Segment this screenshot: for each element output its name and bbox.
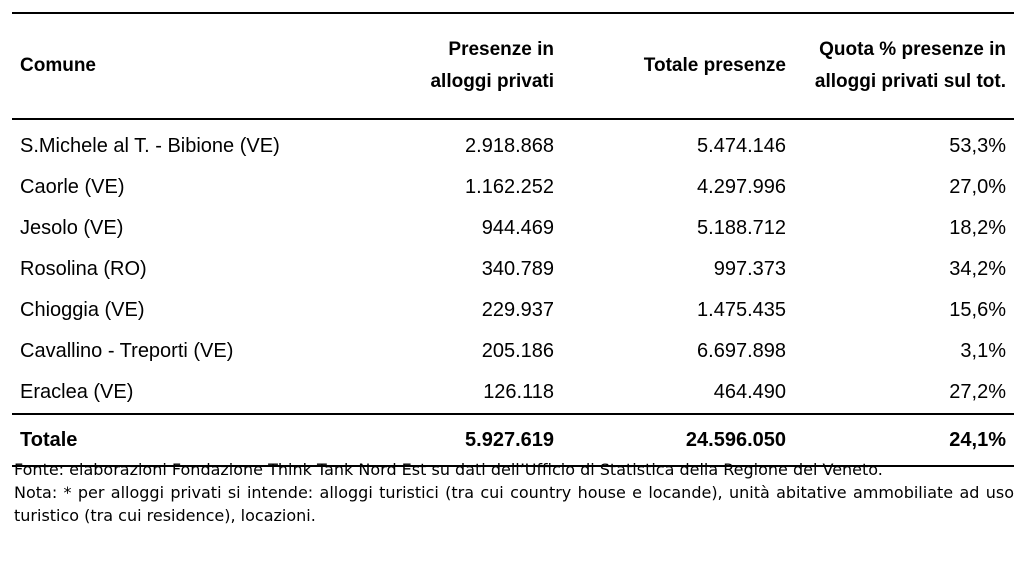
- definition-note: Nota: * per alloggi privati si intende: alloggi turistici (tra cui country house e locande), unità abitative ammobiliate ad uso turistico (tra cui residence), locazioni.: [14, 483, 1014, 525]
- cell-totale-presenze: 1.475.435: [697, 299, 786, 321]
- table-notes: [14, 458, 1014, 527]
- header-presenze-alloggi-privati-label: Presenze in alloggi privati: [430, 39, 554, 92]
- cell-presenze-alloggi-privati: 205.186: [481, 340, 554, 362]
- cell-comune: Chioggia (VE): [20, 299, 145, 321]
- total-totale-presenze: 24.596.050: [562, 414, 794, 466]
- cell-quota-percentuale: 27,2%: [949, 381, 1006, 403]
- total-presenze-alloggi-privati: 5.927.619: [372, 414, 562, 466]
- cell-presenze-alloggi-privati: 1.162.252: [465, 176, 554, 198]
- cell-comune: S.Michele al T. - Bibione (VE): [20, 135, 280, 157]
- header-totale-presenze: Totale presenze: [562, 13, 794, 119]
- cell-quota-percentuale: 27,0%: [949, 176, 1006, 198]
- table-row: [12, 372, 1014, 414]
- table-row: [12, 331, 1014, 372]
- table-row: [12, 249, 1014, 290]
- cell-totale-presenze: 6.697.898: [697, 340, 786, 362]
- total-quota-percentuale: 24,1%: [794, 414, 1014, 466]
- header-comune: Comune: [12, 13, 372, 119]
- cell-totale-presenze: 997.373: [713, 258, 786, 280]
- header-quota-percentuale: [794, 13, 1014, 119]
- table-row: [12, 208, 1014, 249]
- cell-presenze-alloggi-privati: 944.469: [481, 217, 554, 239]
- cell-quota-percentuale: 18,2%: [949, 217, 1006, 239]
- table-body: [12, 119, 1014, 414]
- cell-totale-presenze: 4.297.996: [697, 176, 786, 198]
- table-row: [12, 119, 1014, 167]
- cell-presenze-alloggi-privati: 340.789: [481, 258, 554, 280]
- cell-quota-percentuale: 15,6%: [949, 299, 1006, 321]
- table-row: [12, 290, 1014, 331]
- cell-presenze-alloggi-privati: 229.937: [481, 299, 554, 321]
- cell-comune: Jesolo (VE): [20, 217, 124, 239]
- cell-presenze-alloggi-privati: 126.118: [483, 381, 554, 403]
- cell-totale-presenze: 5.188.712: [697, 217, 786, 239]
- data-table-container: [12, 12, 1014, 467]
- header-presenze-alloggi-privati: [372, 13, 562, 119]
- presenze-table: [12, 12, 1014, 467]
- header-quota-percentuale-label: Quota % presenze in alloggi privati sul tot.: [814, 39, 1006, 92]
- source-note: Fonte: elaborazioni Fondazione Think Tank Nord Est su dati dell’Ufficio di Statistica della Regione del Veneto.: [14, 460, 883, 479]
- total-label: Totale: [12, 414, 372, 466]
- cell-quota-percentuale: 3,1%: [960, 340, 1006, 362]
- cell-totale-presenze: 464.490: [713, 381, 786, 403]
- cell-quota-percentuale: 53,3%: [949, 135, 1006, 157]
- cell-comune: Eraclea (VE): [20, 381, 134, 403]
- cell-comune: Rosolina (RO): [20, 258, 147, 280]
- cell-comune: Cavallino - Treporti (VE): [20, 340, 234, 362]
- table-header-row: [12, 13, 1014, 119]
- cell-totale-presenze: 5.474.146: [697, 135, 786, 157]
- cell-presenze-alloggi-privati: 2.918.868: [465, 135, 554, 157]
- table-row: [12, 167, 1014, 208]
- cell-quota-percentuale: 34,2%: [949, 258, 1006, 280]
- cell-comune: Caorle (VE): [20, 176, 125, 198]
